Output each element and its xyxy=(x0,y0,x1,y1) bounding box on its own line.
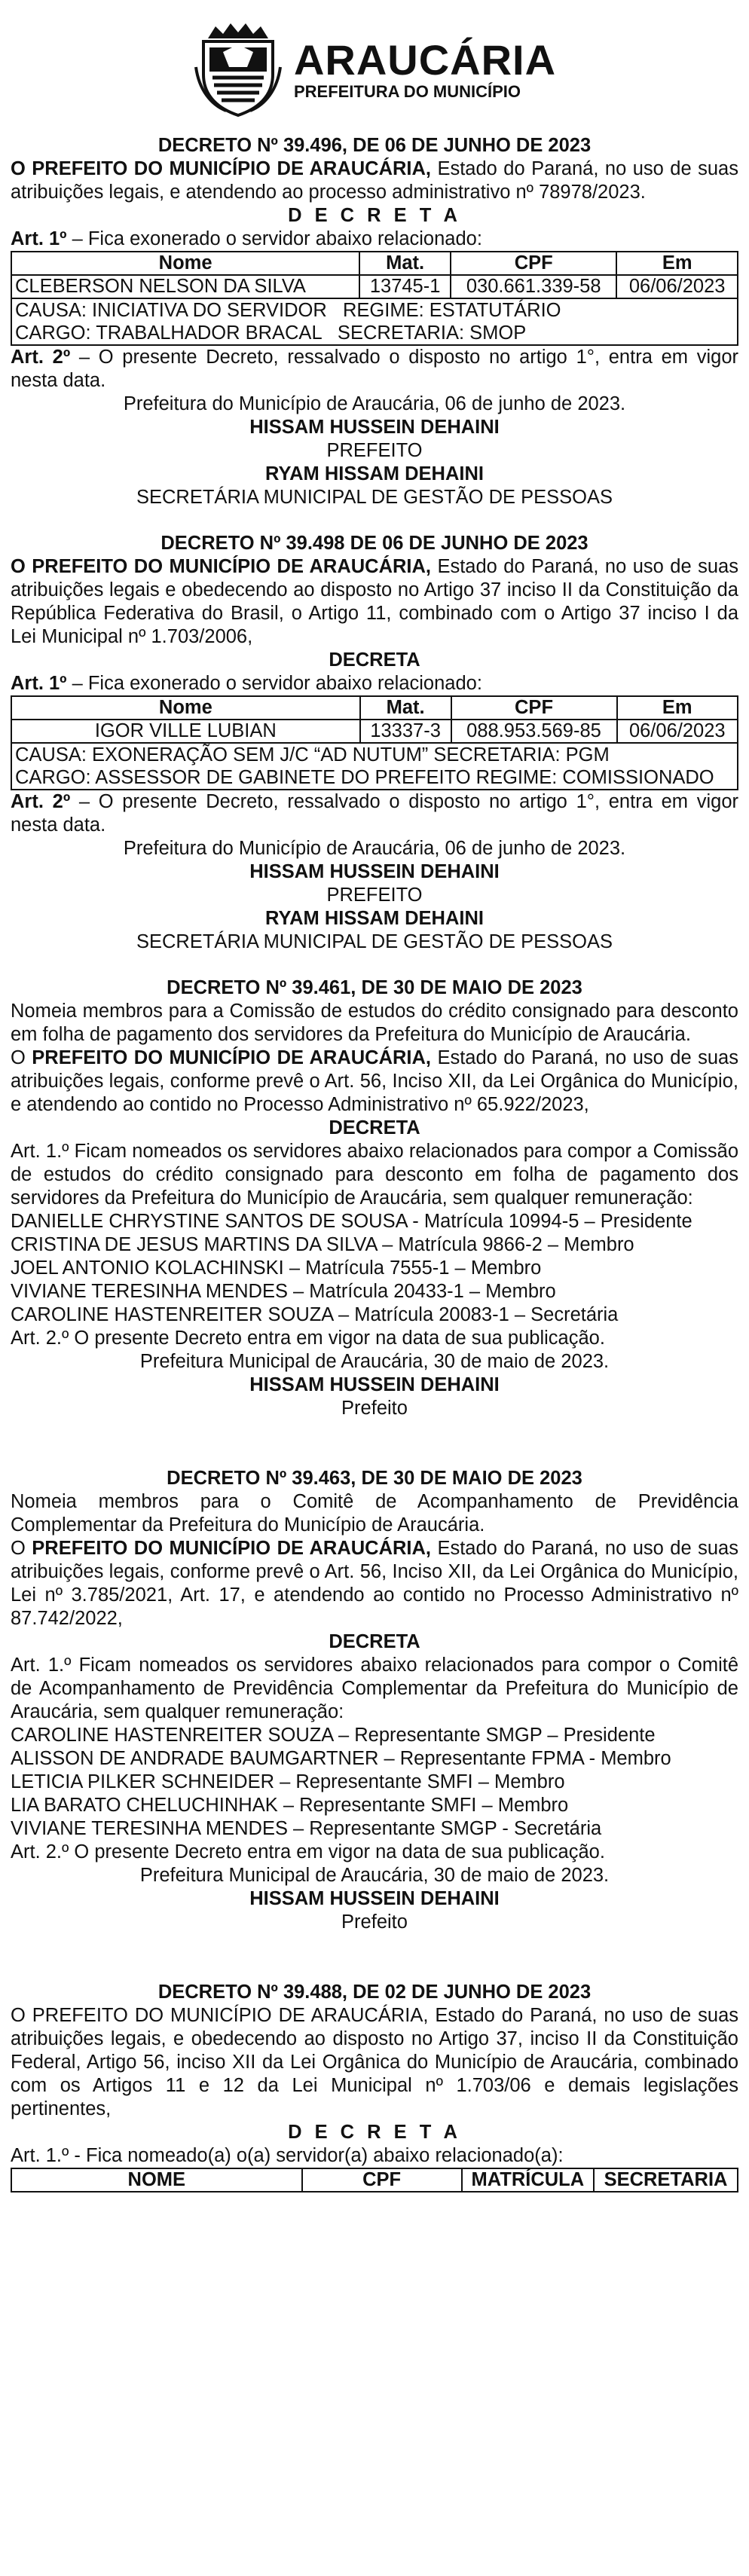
signatory-name: RYAM HISSAM DEHAINI xyxy=(265,463,484,484)
article-2: Art. 2.º O presente Decreto entra em vigor na data de sua publicação. xyxy=(11,1841,605,1862)
decreta-heading: DECRETA xyxy=(329,1631,420,1652)
table-row xyxy=(11,275,738,298)
brand-block xyxy=(293,36,557,101)
table-cell: 06/06/2023 xyxy=(617,720,738,743)
signatory-name: HISSAM HUSSEIN DEHAINI xyxy=(249,861,500,882)
table-cell: IGOR VILLE LUBIAN xyxy=(11,720,360,743)
signatory-role: SECRETÁRIA MUNICIPAL DE GESTÃO DE PESSOAS xyxy=(136,487,613,508)
decree-title: DECRETO Nº 39.496, DE 06 DE JUNHO DE 2023 xyxy=(157,135,592,156)
column-header: Em xyxy=(616,252,738,275)
servant-table xyxy=(11,251,738,299)
article-1: Art. 1.º - Fica nomeado(a) o(a) servidor(a) abaixo relacionado(a): xyxy=(11,2145,564,2166)
place-date: Prefeitura Municipal de Araucária, 30 de maio de 2023. xyxy=(139,1351,610,1372)
table-cell: 06/06/2023 xyxy=(616,275,738,298)
column-header: Nome xyxy=(11,696,360,720)
article-1: Art. 1.º Ficam nomeados os servidores abaixo relacionados para compor o Comitê de Acompanhamento de Previdência Complementar da Prefeitura do Município de Araucária, sem qualquer remuneração: xyxy=(11,1655,738,1722)
brand-subtitle: PREFEITURA DO MUNICÍPIO xyxy=(293,82,521,101)
member-item: ALISSON DE ANDRADE BAUMGARTNER – Representante FPMA - Membro xyxy=(11,1748,671,1769)
decree-title: DECRETO Nº 39.463, DE 30 DE MAIO DE 2023 xyxy=(167,1468,582,1489)
servant-table xyxy=(11,695,738,744)
details-box xyxy=(11,299,738,346)
table-cell: 13337-3 xyxy=(360,720,451,743)
table-cell: 088.953.569-85 xyxy=(451,720,617,743)
table-row xyxy=(11,720,738,743)
place-date: Prefeitura Municipal de Araucária, 30 de maio de 2023. xyxy=(139,1865,610,1886)
details-box xyxy=(11,744,738,790)
decree-preamble: O PREFEITO DO MUNICÍPIO DE ARAUCÁRIA, Estado do Paraná, no uso de suas atribuições legais, e obedecendo ao disposto no Artigo 37, inciso II da Constituição Federal, Artigo 56, inciso XII da Lei Orgânica do Município de Araucária, combinado com os Artigos 11 e 12 da Lei Municipal nº 1.703/06 e demais legislações pertinentes, xyxy=(11,2005,738,2119)
table-cell: 13745-1 xyxy=(359,275,451,298)
member-item: VIVIANE TERESINHA MENDES – Matrícula 20433-1 – Membro xyxy=(11,1281,556,1302)
decreta-heading: D E C R E T A xyxy=(288,205,461,226)
decree-title: DECRETO Nº 39.488, DE 02 DE JUNHO DE 2023 xyxy=(157,1982,592,2003)
decree-39498 xyxy=(11,532,738,954)
decree-39463 xyxy=(11,1467,738,1934)
signatory-role: PREFEITO xyxy=(326,440,423,461)
decree-preamble: O PREFEITO DO MUNICÍPIO DE ARAUCÁRIA, Estado do Paraná, no uso de suas atribuições legais e obedecendo ao disposto no Artigo 37 inciso II da Constituição da República Federativa do Brasil, o Artigo 11, combinado com o Artigo 37 inciso I da Lei Municipal nº 1.703/2006, xyxy=(11,556,738,647)
article-2: Art. 2.º O presente Decreto entra em vigor na data de sua publicação. xyxy=(11,1328,605,1349)
table-header-row xyxy=(11,2168,738,2192)
signatory-name: HISSAM HUSSEIN DEHAINI xyxy=(249,1888,500,1909)
article-1: Art. 1.º Ficam nomeados os servidores abaixo relacionados para compor a Comissão de estudos do crédito consignado para desconto em folha de pagamento dos servidores da Prefeitura do Município de Araucária, sem qualquer remuneração: xyxy=(11,1141,738,1209)
column-header: CPF xyxy=(451,696,617,720)
decree-39496 xyxy=(11,134,738,509)
column-header: Mat. xyxy=(360,696,451,720)
place-date: Prefeitura do Município de Araucária, 06 de junho de 2023. xyxy=(123,393,626,414)
details-line: CARGO: ASSESSOR DE GABINETE DO PREFEITO REGIME: COMISSIONADO xyxy=(15,767,714,788)
column-header: SECRETARIA xyxy=(594,2168,738,2192)
member-item: DANIELLE CHRYSTINE SANTOS DE SOUSA - Matrícula 10994-5 – Presidente xyxy=(11,1211,692,1232)
details-line: CAUSA: INICIATIVA DO SERVIDOR REGIME: ESTATUTÁRIO xyxy=(15,300,561,321)
signatory-role: Prefeito xyxy=(341,1911,408,1933)
signatory-name: HISSAM HUSSEIN DEHAINI xyxy=(249,1374,500,1395)
details-line: CARGO: TRABALHADOR BRACAL SECRETARIA: SMOP xyxy=(15,322,527,344)
column-header: CPF xyxy=(451,252,616,275)
masthead xyxy=(11,0,738,127)
article-2: Art. 2º – O presente Decreto, ressalvado o disposto no artigo 1°, entra em vigor nesta data. xyxy=(11,791,739,836)
member-item: LIA BARATO CHELUCHINHAK – Representante SMFI – Membro xyxy=(11,1795,569,1816)
municipal-coat-of-arms-icon xyxy=(193,22,283,118)
column-header: CPF xyxy=(302,2168,462,2192)
member-item: CRISTINA DE JESUS MARTINS DA SILVA – Matrícula 9866-2 – Membro xyxy=(11,1234,634,1255)
column-header: Nome xyxy=(11,252,359,275)
decree-summary: Nomeia membros para a Comissão de estudos do crédito consignado para desconto em folha de pagamento dos servidores da Prefeitura do Município de Araucária. xyxy=(11,1001,738,1045)
article-2: Art. 2º – O presente Decreto, ressalvado o disposto no artigo 1°, entra em vigor nesta data. xyxy=(11,347,739,391)
place-date: Prefeitura do Município de Araucária, 06 de junho de 2023. xyxy=(123,838,626,859)
brand-name: ARAUCÁRIA xyxy=(293,36,557,84)
table-header-row xyxy=(11,252,738,275)
appointee-table xyxy=(11,2168,738,2193)
decreta-heading: DECRETA xyxy=(329,649,420,671)
signatory-name: RYAM HISSAM DEHAINI xyxy=(265,908,484,929)
decree-preamble: O PREFEITO DO MUNICÍPIO DE ARAUCÁRIA, Estado do Paraná, no uso de suas atribuições legais, conforme prevê o Art. 56, Inciso XII, da Lei Orgânica do Município, Lei nº 3.785/2021, Art. 17, e atendendo ao contido no Processo Administrativo nº 87.742/2022, xyxy=(11,1538,738,1629)
decree-39488 xyxy=(11,1981,738,2193)
table-cell: CLEBERSON NELSON DA SILVA xyxy=(11,275,359,298)
signatory-role: SECRETÁRIA MUNICIPAL DE GESTÃO DE PESSOAS xyxy=(136,931,613,952)
member-item: JOEL ANTONIO KOLACHINSKI – Matrícula 7555-1 – Membro xyxy=(11,1257,542,1279)
decree-39461 xyxy=(11,976,738,1420)
decree-title: DECRETO Nº 39.461, DE 30 DE MAIO DE 2023 xyxy=(167,977,582,998)
table-cell: 030.661.339-58 xyxy=(451,275,616,298)
member-item: CAROLINE HASTENREITER SOUZA – Matrícula 20083-1 – Secretária xyxy=(11,1304,619,1325)
column-header: MATRÍCULA xyxy=(462,2168,594,2192)
signatory-name: HISSAM HUSSEIN DEHAINI xyxy=(249,417,500,438)
decreta-heading: DECRETA xyxy=(329,1117,420,1138)
column-header: NOME xyxy=(11,2168,302,2192)
member-item: LETICIA PILKER SCHNEIDER – Representante SMFI – Membro xyxy=(11,1771,565,1792)
article-1: Art. 1º – Fica exonerado o servidor abaixo relacionado: xyxy=(11,673,482,694)
decreta-heading: D E C R E T A xyxy=(288,2122,461,2143)
member-item: CAROLINE HASTENREITER SOUZA – Representante SMGP – Presidente xyxy=(11,1725,656,1746)
decree-preamble: O PREFEITO DO MUNICÍPIO DE ARAUCÁRIA, Estado do Paraná, no uso de suas atribuições legais, e atendendo ao processo administrativo nº 78978/2023. xyxy=(11,158,738,203)
details-line: CAUSA: EXONERAÇÃO SEM J/C “AD NUTUM” SECRETARIA: PGM xyxy=(15,744,610,765)
decree-preamble: O PREFEITO DO MUNICÍPIO DE ARAUCÁRIA, Estado do Paraná, no uso de suas atribuições legais, conforme prevê o Art. 56, Inciso XII, da Lei Orgânica do Município, e atendendo ao contido no Processo Administrativo nº 65.922/2023, xyxy=(11,1047,738,1115)
table-header-row xyxy=(11,696,738,720)
signatory-role: Prefeito xyxy=(341,1398,408,1419)
signatory-role: PREFEITO xyxy=(326,885,423,906)
column-header: Em xyxy=(617,696,738,720)
member-item: VIVIANE TERESINHA MENDES – Representante SMGP - Secretária xyxy=(11,1818,602,1839)
decree-summary: Nomeia membros para o Comitê de Acompanhamento de Previdência Complementar da Prefeitura do Município de Araucária. xyxy=(11,1491,738,1536)
article-1: Art. 1º – Fica exonerado o servidor abaixo relacionado: xyxy=(11,228,482,249)
decree-title: DECRETO Nº 39.498 DE 06 DE JUNHO DE 2023 xyxy=(160,533,588,554)
column-header: Mat. xyxy=(359,252,451,275)
